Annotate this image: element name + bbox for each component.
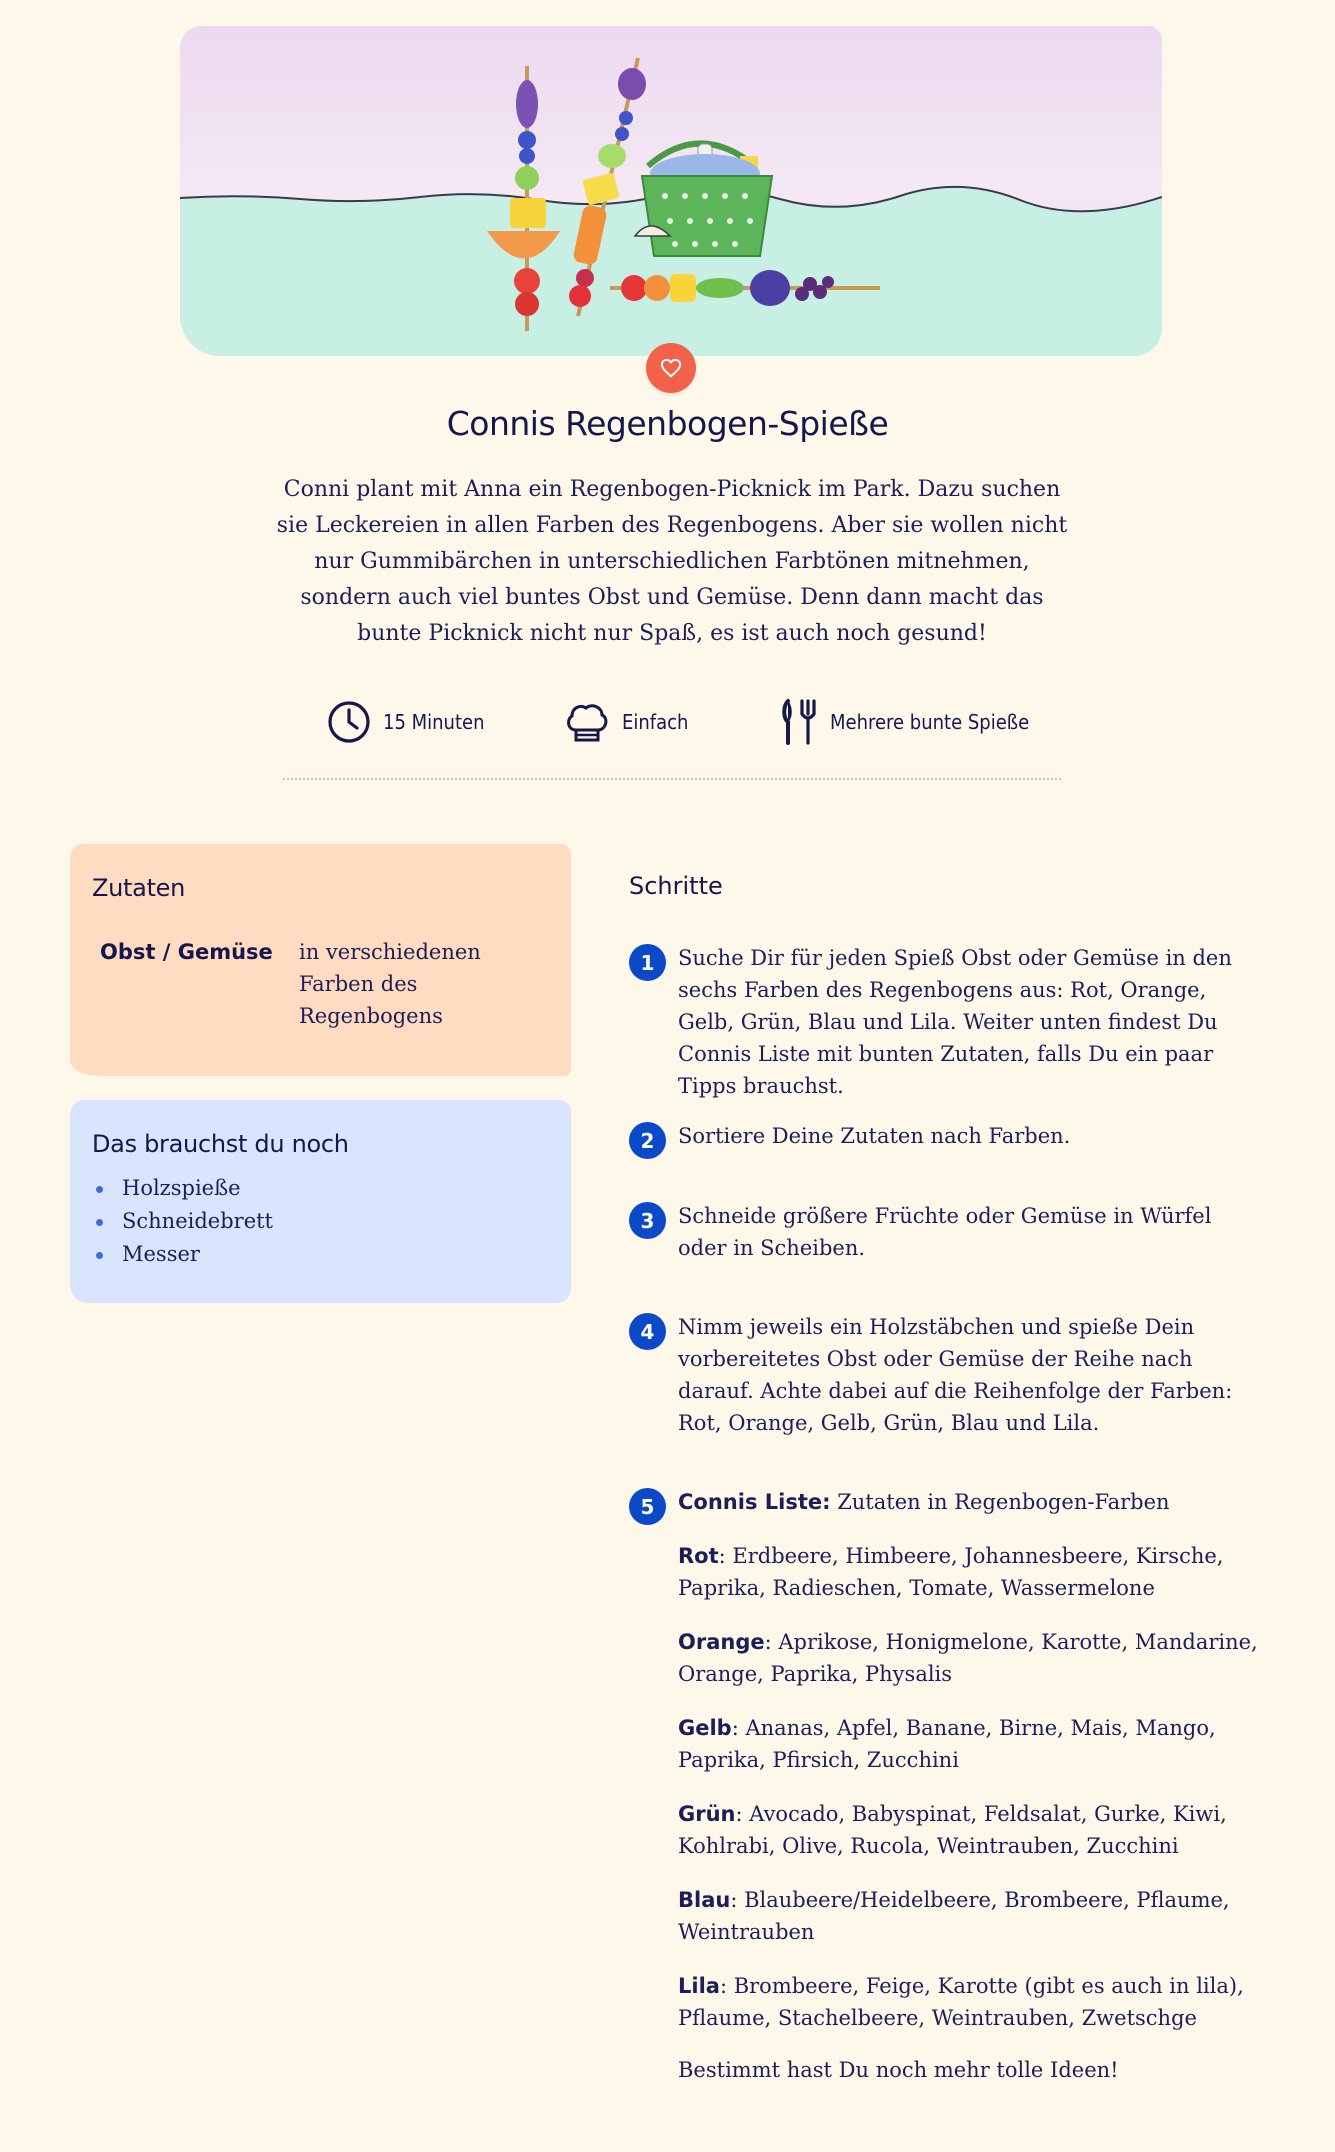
color-group-red — [678, 1540, 1258, 1604]
ingredient-name: Obst / Gemüse — [100, 940, 273, 964]
color-group-blue — [678, 1884, 1258, 1948]
color-group-orange — [678, 1626, 1258, 1690]
color-items: : Aprikose, Honigmelone, Karotte, Mandarine, Orange, Paprika, Physalis — [678, 1630, 1258, 1686]
color-name: Blau — [678, 1888, 731, 1912]
step-text: Nimm jeweils ein Holzstäbchen und spieße Dein vorbereitetes Obst oder Gemüse der Reihe nach darauf. Achte dabei auf die Reihenfolge der Farben: Rot, Orange, Gelb, Grün, Blau und Lila. — [678, 1315, 1233, 1435]
step-text — [678, 1486, 1258, 1518]
step-number: 2 — [629, 1122, 666, 1159]
steps-heading: Schritte — [629, 872, 723, 900]
meta-time-label: 15 Minuten — [383, 710, 485, 734]
color-items: : Brombeere, Feige, Karotte (gibt es auch in lila), Pflaume, Stachelbeere, Weintrauben, Zwetschge — [678, 1974, 1244, 2030]
step-number: 5 — [629, 1488, 666, 1525]
color-name: Rot — [678, 1544, 719, 1568]
step-number: 1 — [629, 944, 666, 981]
step-2 — [629, 1120, 1254, 1160]
ingredients-heading: Zutaten — [92, 874, 186, 902]
meta-servings-label: Mehrere bunte Spieße — [830, 710, 1030, 734]
tools-heading: Das brauchst du noch — [92, 1130, 349, 1158]
page-title: Connis Regenbogen-Spieße — [446, 404, 889, 443]
picnic-basket-illustration — [635, 144, 772, 257]
step-number: 4 — [629, 1313, 666, 1350]
step-number: 3 — [629, 1202, 666, 1239]
color-name: Orange — [678, 1630, 765, 1654]
meta-difficulty — [564, 694, 688, 750]
step-lead-rest: Zutaten in Regenbogen-Farben — [830, 1490, 1170, 1514]
step-lead: Connis Liste: — [678, 1490, 831, 1514]
step-3 — [629, 1200, 1254, 1270]
step-5 — [629, 1486, 1258, 2096]
heart-icon — [660, 358, 682, 378]
step-1 — [629, 942, 1254, 1098]
section-divider — [283, 778, 1061, 780]
meta-servings — [780, 694, 1029, 750]
clock-icon — [327, 700, 371, 744]
meta-time — [327, 694, 484, 750]
color-items: : Erdbeere, Himbeere, Johannesbeere, Kirsche, Paprika, Radieschen, Tomate, Wassermelone — [678, 1544, 1224, 1600]
tools-card — [70, 1100, 571, 1303]
color-name: Lila — [678, 1974, 720, 1998]
step-text: Suche Dir für jeden Spieß Obst oder Gemüse in den sechs Farben des Regenbogens aus: Rot, Orange, Gelb, Grün, Blau und Lila. Weiter unten findest Du Connis Liste mit bunten Zutaten, falls Du ein paar Tipps brauchst. — [678, 946, 1232, 1098]
color-group-yellow — [678, 1712, 1258, 1776]
color-name: Grün — [678, 1802, 736, 1826]
list-item: Schneidebrett — [92, 1205, 273, 1238]
color-items: : Avocado, Babyspinat, Feldsalat, Gurke, Kiwi, Kohlrabi, Olive, Rucola, Weintrauben, Zucchini — [678, 1802, 1227, 1858]
ingredients-card — [70, 844, 571, 1076]
closing-text: Bestimmt hast Du noch mehr tolle Ideen! — [678, 2058, 1119, 2082]
ingredient-amount: in verschiedenen Farben des Regenbogens — [299, 940, 481, 1028]
fork-knife-icon — [780, 698, 818, 746]
list-item: Holzspieße — [92, 1172, 273, 1205]
step-text: Sortiere Deine Zutaten nach Farben. — [678, 1124, 1071, 1148]
color-items: : Ananas, Apfel, Banane, Birne, Mais, Mango, Paprika, Pfirsich, Zucchini — [678, 1716, 1216, 1772]
recipe-meta — [0, 694, 1335, 750]
step-4 — [629, 1311, 1254, 1441]
color-name: Gelb — [678, 1716, 732, 1740]
step-text: Schneide größere Früchte oder Gemüse in Würfel oder in Scheiben. — [678, 1204, 1212, 1260]
recipe-intro: Conni plant mit Anna ein Regenbogen-Picknick im Park. Dazu suchen sie Leckereien in allen Farben des Regenbogens. Aber sie wollen nicht nur Gummibärchen in unterschiedlichen Farbtönen mitnehmen, sondern auch viel buntes Obst und Gemüse. Denn dann macht das bunte Picknick nicht nur Spaß, es ist auch noch gesund! — [276, 477, 1068, 646]
chef-hat-icon — [564, 700, 610, 744]
tools-list — [92, 1172, 273, 1271]
meta-difficulty-label: Einfach — [622, 710, 689, 734]
favorite-button[interactable] — [646, 343, 696, 393]
hero-illustration — [180, 26, 1162, 356]
color-items: : Blaubeere/Heidelbeere, Brombeere, Pflaume, Weintrauben — [678, 1888, 1230, 1944]
color-group-green — [678, 1798, 1258, 1862]
color-group-purple — [678, 1970, 1258, 2034]
list-item: Messer — [92, 1238, 273, 1271]
